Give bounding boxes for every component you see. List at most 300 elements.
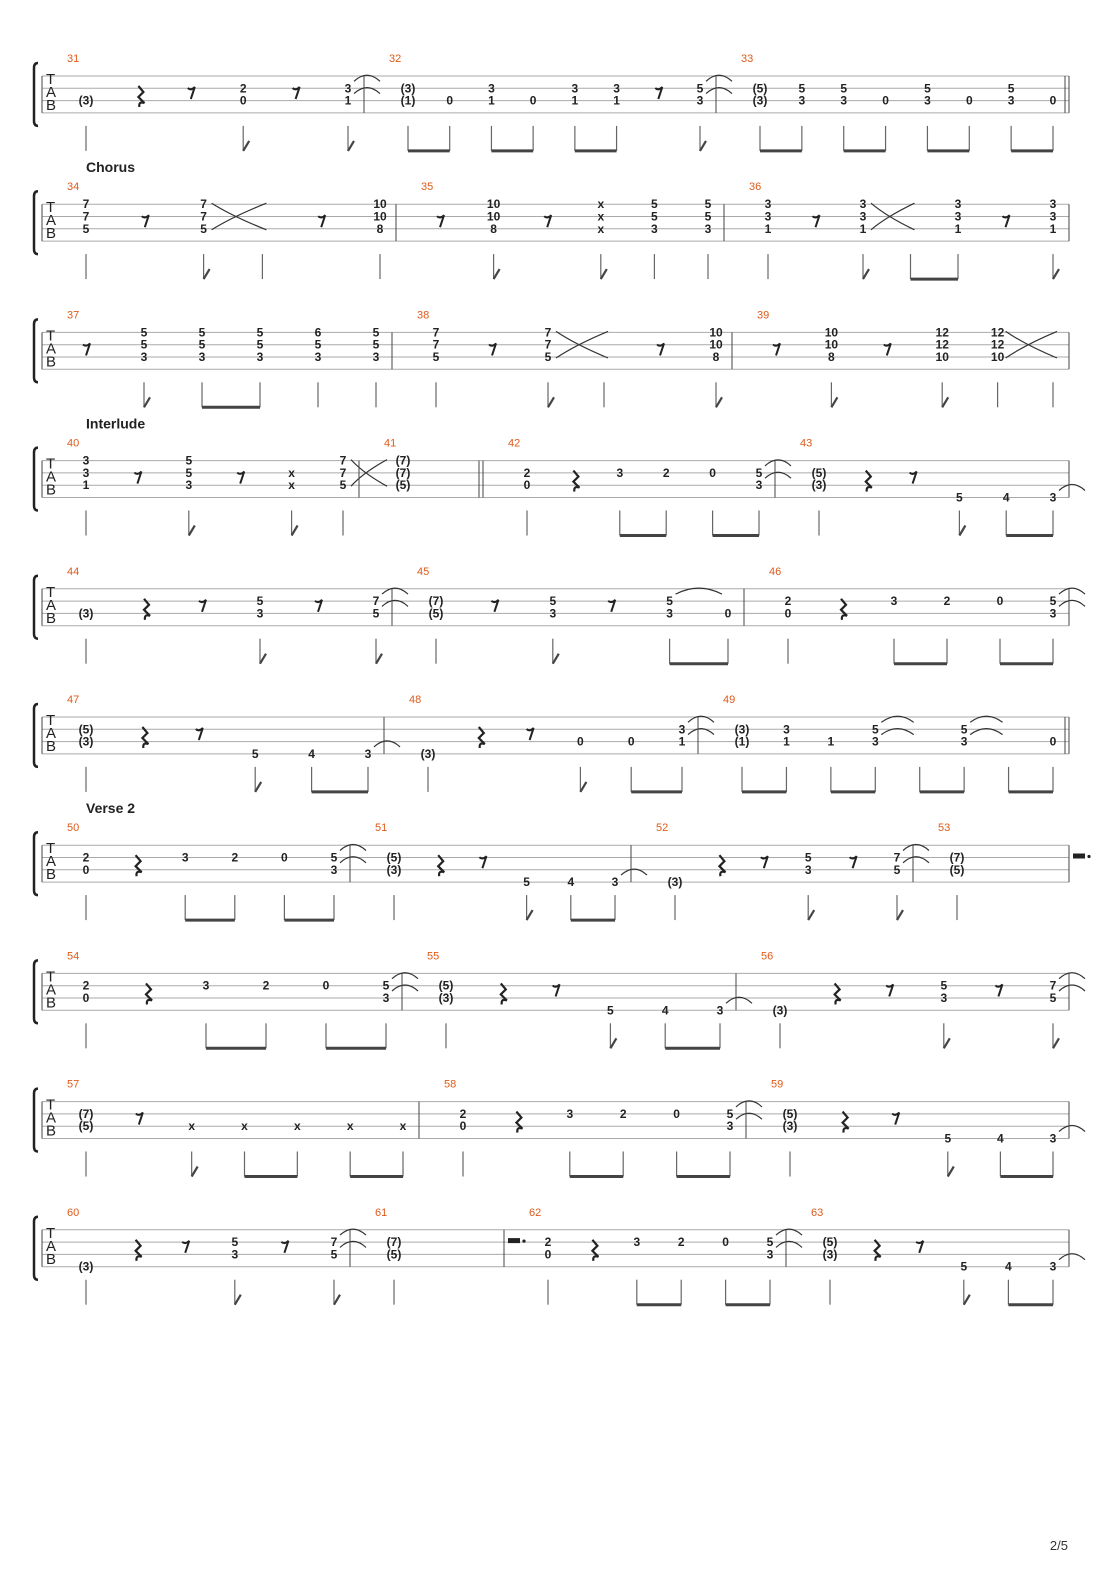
fret-number: 3 — [871, 734, 879, 749]
fret-number: (3) — [400, 81, 416, 96]
tab-clef-letter: A — [46, 853, 57, 871]
fret-number: 3 — [256, 606, 264, 621]
fret-number: 0 — [673, 1106, 680, 1121]
system-bracket — [34, 63, 38, 126]
fret-number: (5) — [386, 1247, 402, 1262]
measure-number: 44 — [67, 565, 80, 578]
fret-number: x — [399, 1119, 407, 1134]
fret-number: x — [597, 197, 605, 212]
fret-number: (5) — [752, 81, 768, 96]
system-bracket — [34, 960, 38, 1023]
note-flag — [601, 269, 607, 279]
measure-number: 50 — [67, 822, 80, 835]
fret-number: 3 — [314, 350, 322, 364]
fret-number: 2 — [82, 978, 90, 993]
measure-number: 47 — [67, 694, 80, 706]
fret-number: 5 — [871, 722, 879, 737]
fret-number: (3) — [667, 875, 683, 890]
fret-number: 3 — [798, 93, 806, 108]
fret-number: (3) — [772, 1003, 788, 1018]
fret-number: 1 — [783, 734, 790, 749]
fret-number: 1 — [859, 221, 867, 236]
fret-number: 12 — [990, 337, 1005, 352]
fret-number: (5) — [78, 1119, 94, 1134]
fret-number: 5 — [140, 337, 148, 352]
tab-clef-letter: A — [46, 596, 57, 614]
fret-number: 2 — [523, 465, 531, 480]
fret-number: 2 — [544, 1235, 552, 1250]
tab-clef-letter: A — [46, 84, 57, 101]
fret-number: 1 — [678, 734, 686, 749]
fret-number: 10 — [824, 337, 839, 352]
tab-clef-letter: A — [46, 1237, 57, 1255]
tab-clef-letter: A — [46, 212, 57, 230]
fret-number: (3) — [811, 478, 827, 493]
fret-number: (5) — [822, 1235, 838, 1250]
fret-number: (5) — [428, 606, 444, 621]
fret-number: 0 — [784, 606, 792, 621]
system-bracket — [34, 191, 38, 254]
tab-clef-letter: T — [46, 1224, 56, 1242]
fret-number: 1 — [827, 734, 835, 749]
note-flag — [548, 397, 554, 407]
quarter-rest — [136, 1240, 142, 1261]
fret-number: 8 — [376, 221, 384, 236]
quarter-rest — [146, 983, 152, 1004]
fret-number: 0 — [627, 734, 635, 749]
system-bracket — [34, 832, 38, 895]
fret-number: 7 — [339, 465, 347, 480]
quarter-rest — [843, 1112, 849, 1133]
fret-number: 3 — [783, 722, 790, 737]
fret-number: 7 — [1049, 978, 1057, 993]
measure-number: 31 — [67, 53, 80, 65]
note-flag — [964, 1295, 970, 1305]
fret-number: (3) — [386, 862, 402, 877]
note-flag — [255, 782, 261, 792]
note-flag — [192, 1167, 198, 1177]
measure-number: 56 — [761, 950, 774, 963]
fret-number: 3 — [755, 478, 763, 493]
fret-number: 3 — [651, 221, 658, 236]
fret-number: 5 — [231, 1235, 239, 1250]
fret-number: 5 — [840, 81, 848, 96]
fret-number: 3 — [611, 875, 619, 890]
fret-number: 0 — [724, 606, 732, 621]
fret-number: (3) — [734, 722, 750, 737]
fret-number: 3 — [764, 197, 772, 212]
fret-number: 7 — [544, 325, 552, 340]
section-label: Interlude — [86, 415, 146, 432]
fret-number: 3 — [616, 465, 624, 480]
fret-number: 3 — [1049, 197, 1057, 212]
note-flag — [580, 782, 586, 792]
system-bracket — [34, 576, 38, 639]
measure-number: 37 — [67, 309, 80, 322]
fret-number: 0 — [446, 93, 454, 108]
fret-number: 3 — [364, 746, 372, 761]
measure-number: 60 — [67, 1206, 80, 1219]
tab-clef-letter: B — [46, 1250, 57, 1268]
fret-number: 2 — [619, 1106, 627, 1121]
measure-number: 63 — [811, 1206, 824, 1219]
measure-number: 41 — [384, 437, 397, 450]
note-flag — [948, 1167, 954, 1177]
fret-number: 3 — [766, 1247, 774, 1262]
eighth-rest — [892, 1113, 899, 1125]
fret-number: 5 — [1049, 991, 1057, 1005]
fret-number: 3 — [181, 850, 189, 865]
eighth-rest — [761, 856, 768, 868]
quarter-rest — [516, 1112, 522, 1133]
quarter-rest — [719, 855, 725, 876]
fret-number: x — [293, 1119, 301, 1134]
fret-number: (7) — [395, 453, 411, 468]
fret-number: 2 — [784, 594, 792, 609]
fret-number: 5 — [704, 197, 712, 212]
fret-number: x — [241, 1119, 248, 1134]
note-flag — [348, 141, 354, 151]
measure-number: 54 — [67, 950, 80, 963]
tab-clef-letter: T — [46, 968, 56, 986]
fret-number: 0 — [577, 734, 584, 749]
eighth-rest — [188, 87, 195, 99]
fret-number: 10 — [709, 325, 723, 340]
fret-number: 3 — [924, 93, 931, 108]
fret-number: 5 — [185, 465, 193, 480]
fret-number: 7 — [372, 594, 380, 609]
fret-number: 5 — [256, 594, 264, 609]
tab-clef-letter: B — [46, 97, 57, 114]
tab-clef-letter: B — [46, 609, 57, 627]
fret-number: 2 — [239, 81, 247, 96]
fret-number: (3) — [78, 93, 94, 108]
note-flag — [260, 654, 266, 664]
measure-number: 59 — [771, 1078, 784, 1091]
fret-number: 5 — [956, 490, 963, 505]
eighth-rest — [182, 1241, 189, 1253]
eighth-rest — [553, 984, 560, 996]
fret-number: x — [597, 209, 605, 224]
fret-number: 7 — [432, 325, 440, 340]
fret-number: 3 — [678, 722, 686, 737]
fret-number: 8 — [712, 350, 720, 364]
fret-number: (5) — [386, 850, 402, 865]
note-flag — [527, 910, 533, 920]
fret-number: 3 — [231, 1247, 239, 1262]
fret-number: 5 — [960, 1259, 968, 1274]
measure-number: 55 — [427, 950, 440, 963]
fret-number: (5) — [949, 862, 965, 877]
fret-number: (7) — [78, 1106, 94, 1121]
fret-number: (3) — [438, 991, 454, 1005]
tab-clef-letter: B — [46, 353, 57, 371]
fret-number: 0 — [529, 93, 537, 108]
fret-number: 4 — [661, 1003, 669, 1018]
fret-number: 5 — [804, 850, 812, 865]
fret-number: (5) — [782, 1106, 798, 1121]
fret-number: 5 — [432, 350, 440, 364]
quarter-rest — [592, 1240, 598, 1261]
note-flag — [243, 141, 249, 151]
fret-number: 3 — [1049, 209, 1057, 224]
eighth-rest — [281, 1241, 288, 1253]
fret-number: 4 — [1002, 490, 1010, 505]
fret-number: 0 — [722, 1235, 729, 1250]
fret-number: 5 — [798, 81, 806, 96]
fret-number: 7 — [544, 337, 552, 352]
note-flag — [716, 397, 722, 407]
fret-number: x — [188, 1119, 196, 1134]
tab-clef-letter: T — [46, 455, 56, 473]
fret-number: 3 — [372, 350, 380, 364]
fret-number: 0 — [459, 1119, 467, 1134]
fret-number: 3 — [1049, 1131, 1057, 1146]
eighth-rest — [83, 343, 90, 355]
eighth-rest — [134, 472, 141, 484]
tab-clef-letter: B — [46, 1122, 57, 1140]
eighth-rest — [608, 600, 615, 612]
quarter-rest — [136, 855, 142, 876]
fret-number: 3 — [256, 350, 264, 364]
note-flag — [494, 269, 500, 279]
fret-number: 10 — [990, 350, 1005, 364]
fret-number: 10 — [373, 197, 387, 212]
eighth-rest — [655, 87, 662, 99]
tab-clef-letter: T — [46, 712, 56, 729]
fret-number: 2 — [82, 850, 90, 865]
eighth-rest — [199, 600, 206, 612]
quarter-rest — [144, 599, 150, 620]
tab-clef-letter: T — [46, 199, 56, 217]
fret-number: (5) — [438, 978, 454, 993]
fret-number: 5 — [940, 978, 948, 993]
note-flag — [204, 269, 210, 279]
fret-number: 3 — [82, 453, 90, 468]
fret-number: 5 — [372, 325, 380, 340]
system-bracket — [34, 1217, 38, 1280]
eighth-rest — [489, 343, 496, 355]
eighth-rest — [1003, 215, 1010, 227]
fret-number: 5 — [256, 325, 264, 340]
fret-number: 4 — [567, 875, 575, 890]
fret-number: 3 — [726, 1119, 734, 1134]
tab-clef-letter: T — [46, 71, 56, 88]
measure-number: 32 — [389, 53, 402, 65]
fret-number: 3 — [330, 862, 338, 877]
fret-number: 8 — [490, 221, 497, 236]
fret-number: 3 — [613, 81, 620, 96]
fret-number: 5 — [704, 209, 712, 224]
measure-number: 57 — [67, 1078, 80, 1091]
fret-number: 7 — [432, 337, 440, 352]
tab-clef-letter: T — [46, 840, 56, 858]
fret-number: 3 — [1049, 606, 1057, 621]
eighth-rest — [237, 472, 244, 484]
fret-number: 5 — [544, 350, 552, 364]
fret-number: 5 — [185, 453, 193, 468]
tab-clef-letter: A — [46, 340, 57, 358]
fret-number: 5 — [330, 850, 338, 865]
fret-number: 5 — [339, 478, 347, 493]
system-bracket — [34, 448, 38, 511]
half-rest — [508, 1238, 520, 1243]
fret-number: x — [288, 465, 295, 480]
fret-number: 5 — [82, 221, 90, 236]
eighth-rest — [479, 856, 486, 868]
fret-number: 5 — [549, 594, 557, 609]
quarter-rest — [875, 1240, 881, 1261]
eighth-rest — [884, 343, 891, 355]
fret-number: 3 — [954, 209, 962, 224]
measure-number: 58 — [444, 1078, 457, 1091]
fret-number: 3 — [954, 197, 962, 212]
note-flag — [553, 654, 559, 664]
fret-number: 8 — [828, 350, 835, 364]
fret-number: 3 — [344, 81, 352, 96]
fret-number: 2 — [662, 465, 670, 480]
eighth-rest — [142, 215, 149, 227]
fret-number: 3 — [960, 734, 968, 749]
measure-number: 36 — [749, 181, 762, 194]
fret-number: 5 — [726, 1106, 734, 1121]
fret-number: 1 — [1049, 221, 1057, 236]
fret-number: 3 — [940, 991, 948, 1005]
section-label: Chorus — [86, 159, 135, 176]
measure-number: 51 — [375, 822, 388, 835]
fret-number: 3 — [1049, 490, 1057, 505]
note-flag — [334, 1295, 340, 1305]
quarter-rest — [138, 86, 144, 107]
tab-clef-letter: A — [46, 725, 57, 742]
fret-number: 5 — [198, 325, 206, 340]
eighth-rest — [315, 600, 322, 612]
fret-number: 3 — [382, 991, 390, 1005]
fret-number: (1) — [400, 93, 416, 108]
note-flag — [144, 397, 150, 407]
fret-number: (3) — [420, 746, 436, 761]
measure-number: 38 — [417, 309, 430, 322]
eighth-rest — [196, 728, 203, 740]
fret-number: 6 — [314, 325, 322, 340]
fret-number: (7) — [949, 850, 965, 865]
quarter-rest — [142, 727, 148, 748]
measure-number: 43 — [800, 437, 813, 450]
system-bracket — [34, 1089, 38, 1152]
fret-number: (7) — [395, 465, 411, 480]
eighth-rest — [916, 1241, 923, 1253]
eighth-rest — [657, 343, 664, 355]
fret-number: 7 — [200, 197, 207, 212]
quarter-rest — [835, 983, 841, 1004]
fret-number: 3 — [566, 1106, 574, 1121]
fret-number: (3) — [752, 93, 768, 108]
tab-clef-letter: A — [46, 468, 57, 486]
fret-number: x — [346, 1119, 354, 1134]
fret-number: 3 — [804, 862, 812, 877]
note-flag — [863, 269, 869, 279]
fret-number: 5 — [372, 606, 380, 621]
eighth-rest — [995, 984, 1002, 996]
fret-number: 5 — [140, 325, 148, 340]
eighth-rest — [318, 215, 325, 227]
fret-number: 1 — [954, 221, 962, 236]
fret-number: 5 — [251, 746, 259, 761]
measure-number: 34 — [67, 181, 80, 194]
fret-number: 3 — [140, 350, 148, 364]
fret-number: 1 — [488, 93, 495, 108]
eighth-rest — [886, 984, 893, 996]
note-flag — [1053, 269, 1059, 279]
fret-number: 5 — [766, 1235, 774, 1250]
quarter-rest — [479, 727, 485, 748]
rest-dot — [1087, 855, 1090, 858]
fret-number: 3 — [82, 465, 90, 480]
quarter-rest — [501, 983, 507, 1004]
tab-clef-letter: T — [46, 327, 56, 345]
quarter-rest — [866, 471, 872, 492]
quarter-rest — [841, 599, 847, 620]
fret-number: 3 — [185, 478, 193, 493]
measure-number: 61 — [375, 1206, 388, 1219]
measure-number: 39 — [757, 309, 770, 322]
fret-number: 3 — [704, 221, 712, 236]
fret-number: 2 — [677, 1235, 685, 1250]
fret-number: 0 — [544, 1247, 552, 1262]
fret-number: 10 — [709, 337, 723, 352]
note-flag — [944, 1038, 950, 1048]
note-flag — [808, 910, 814, 920]
section-label: Verse 2 — [86, 800, 136, 817]
fret-number: 10 — [935, 350, 949, 364]
fret-number: 7 — [82, 197, 90, 212]
measure-number: 33 — [741, 53, 754, 65]
note-flag — [700, 141, 706, 151]
fret-number: 10 — [486, 197, 501, 212]
fret-number: 0 — [1049, 93, 1057, 108]
measure-number: 40 — [67, 437, 80, 450]
rest-dot — [522, 1240, 525, 1243]
fret-number: 1 — [613, 93, 620, 108]
tab-clef-letter: T — [46, 1096, 56, 1114]
tab-clef-letter: B — [46, 481, 57, 499]
note-flag — [610, 1038, 616, 1048]
measure-number: 53 — [938, 822, 951, 835]
eighth-rest — [437, 215, 444, 227]
note-flag — [942, 397, 948, 407]
fret-number: (3) — [78, 734, 94, 749]
system-bracket — [34, 319, 38, 382]
note-flag — [376, 654, 382, 664]
tab-clef-letter: B — [46, 866, 57, 884]
fret-number: (1) — [734, 734, 750, 749]
note-flag — [959, 526, 965, 536]
fret-number: 5 — [1049, 594, 1057, 609]
fret-number: 3 — [202, 978, 210, 993]
fret-number: (3) — [78, 606, 94, 621]
fret-number: (3) — [782, 1119, 798, 1134]
note-flag — [292, 526, 298, 536]
quarter-rest — [438, 855, 444, 876]
fret-number: 3 — [859, 197, 867, 212]
fret-number: 0 — [882, 93, 889, 108]
quarter-rest — [573, 471, 579, 492]
fret-number: 7 — [330, 1235, 338, 1250]
fret-number: 5 — [696, 81, 704, 96]
fret-number: 0 — [82, 862, 90, 877]
eighth-rest — [491, 600, 498, 612]
measure-number: 62 — [529, 1206, 542, 1219]
